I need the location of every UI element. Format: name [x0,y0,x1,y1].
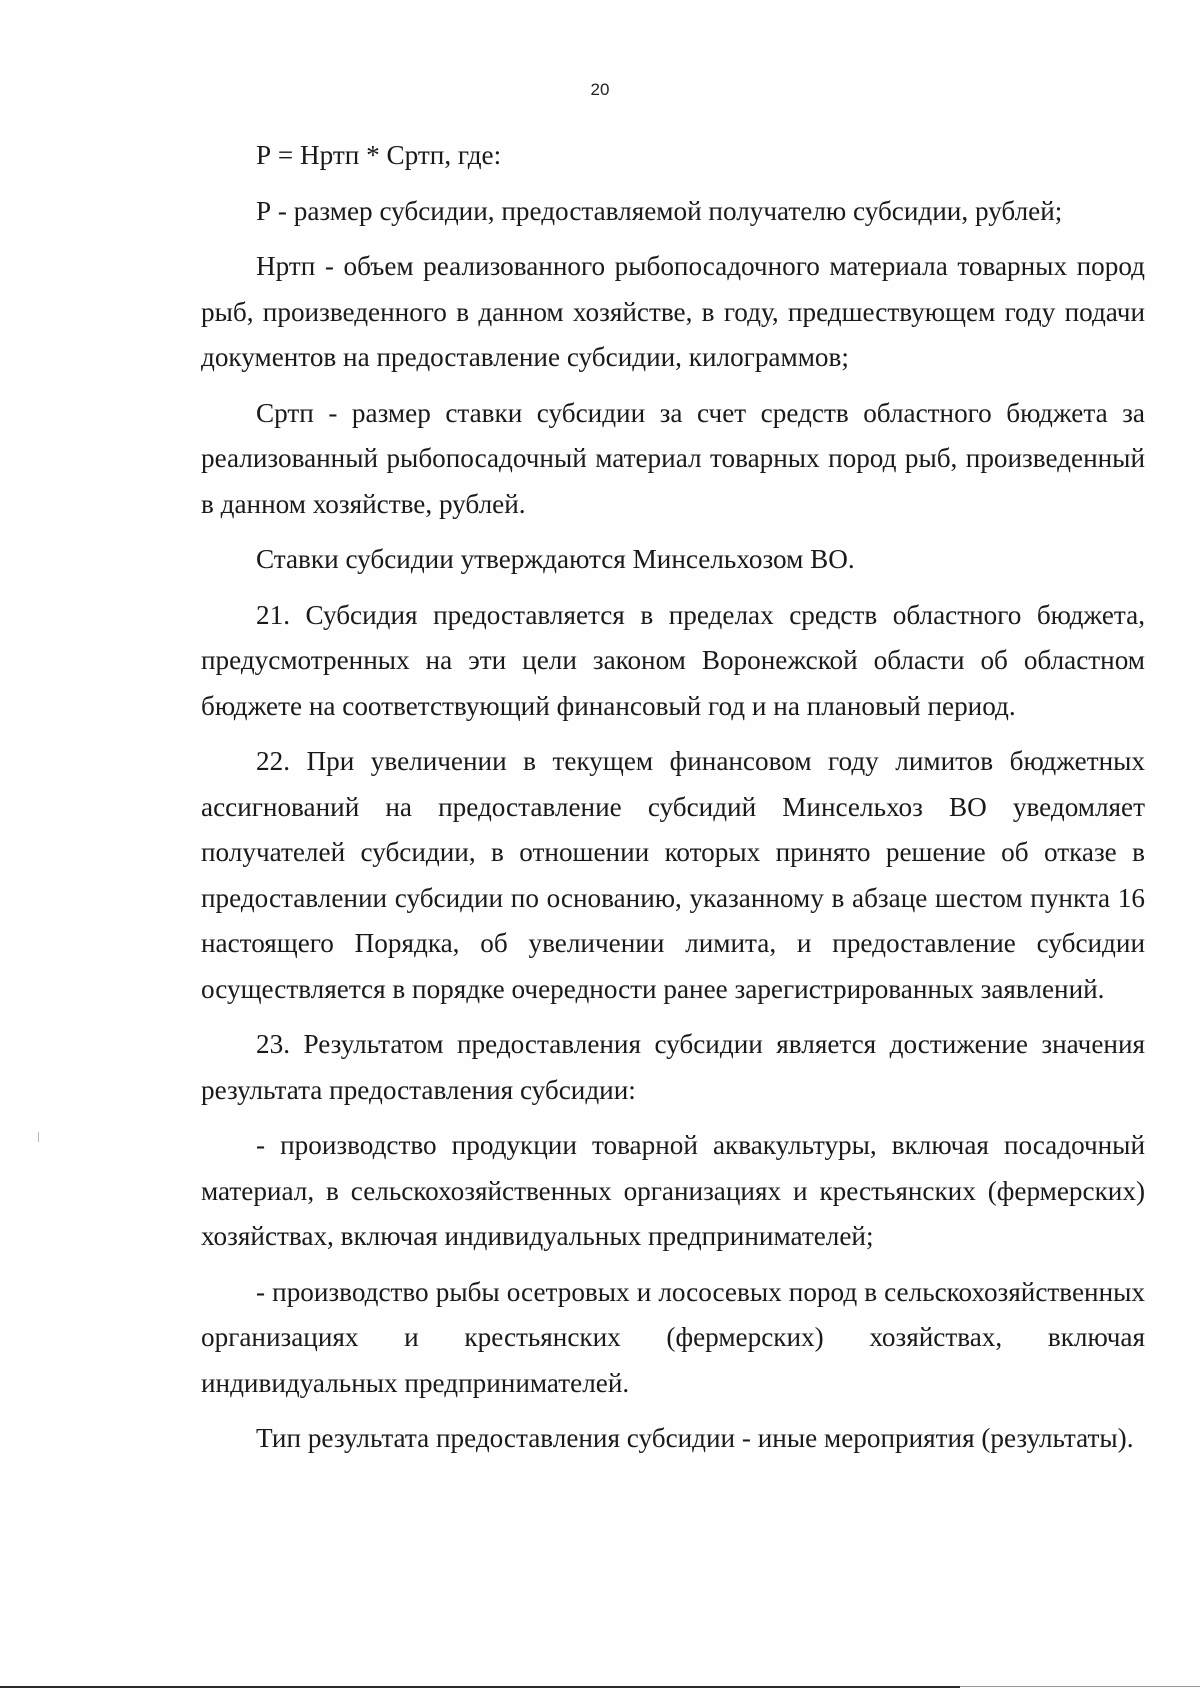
list-item-aquaculture: - производство продукции товарной аквакультуры, включая посадочный материал, в сельскохозяйственных организациях и крестьянских (фермерских) хозяйствах, включая индивидуальных предпринимателей; [201,1130,1145,1251]
bottom-rule [0,1686,960,1688]
paragraph-rates: Ставки субсидии утверждаются Минсельхозом ВО. [256,544,855,574]
scan-margin-mark [38,1132,39,1142]
paragraph-srtp-definition: Сртп - размер ставки субсидии за счет средств областного бюджета за реализованный рыбопосадочный материал товарных пород рыб, произведенный в данном хозяйстве, рублей. [201,397,1145,519]
paragraph-item-23: 23. Результатом предоставления субсидии является достижение значения результата предоставления субсидии: [201,1029,1145,1105]
paragraph-p-definition: Р - размер субсидии, предоставляемой получателю субсидии, рублей; [256,195,1063,226]
paragraph-item-22: 22. При увеличении в текущем финансовом году лимитов бюджетных ассигнований на предоставление субсидий Минсельхоз ВО уведомляет получателей субсидии, в отношении которых принято решение об отказе в предоставлении субсидии по основанию, указанному в абзаце шестом пункта 16 настоящего Порядка, об увеличении лимита, и предоставление субсидии осуществляется в порядке очередности ранее зарегистрированных заявлений. [201,746,1145,1004]
document-body [201,133,1145,1472]
paragraph-item-21: 21. Субсидия предоставляется в пределах средств областного бюджета, предусмотренных на эти цели законом Воронежской области об областном бюджете на соответствующий финансовый год и на плановый период. [201,599,1145,721]
list-item-sturgeon-salmon: - производство рыбы осетровых и лососевых пород в сельскохозяйственных организациях и крестьянских (фермерских) хозяйствах, включая индивидуальных предпринимателей. [201,1276,1145,1398]
bottom-rule-faint [960,1686,1200,1687]
formula-paragraph: Р = Нртп * Сртп, где: [256,140,502,170]
paragraph-result-type: Тип результата предоставления субсидии - иные мероприятия (результаты). [256,1423,1134,1453]
page-number: 20 [590,80,610,99]
paragraph-nrtp-definition: Нртп - объем реализованного рыбопосадочного материала товарных пород рыб, произведенного в данном хозяйстве, в году, предшествующем году подачи документов на предоставление субсидии, килограммов; [201,251,1145,372]
